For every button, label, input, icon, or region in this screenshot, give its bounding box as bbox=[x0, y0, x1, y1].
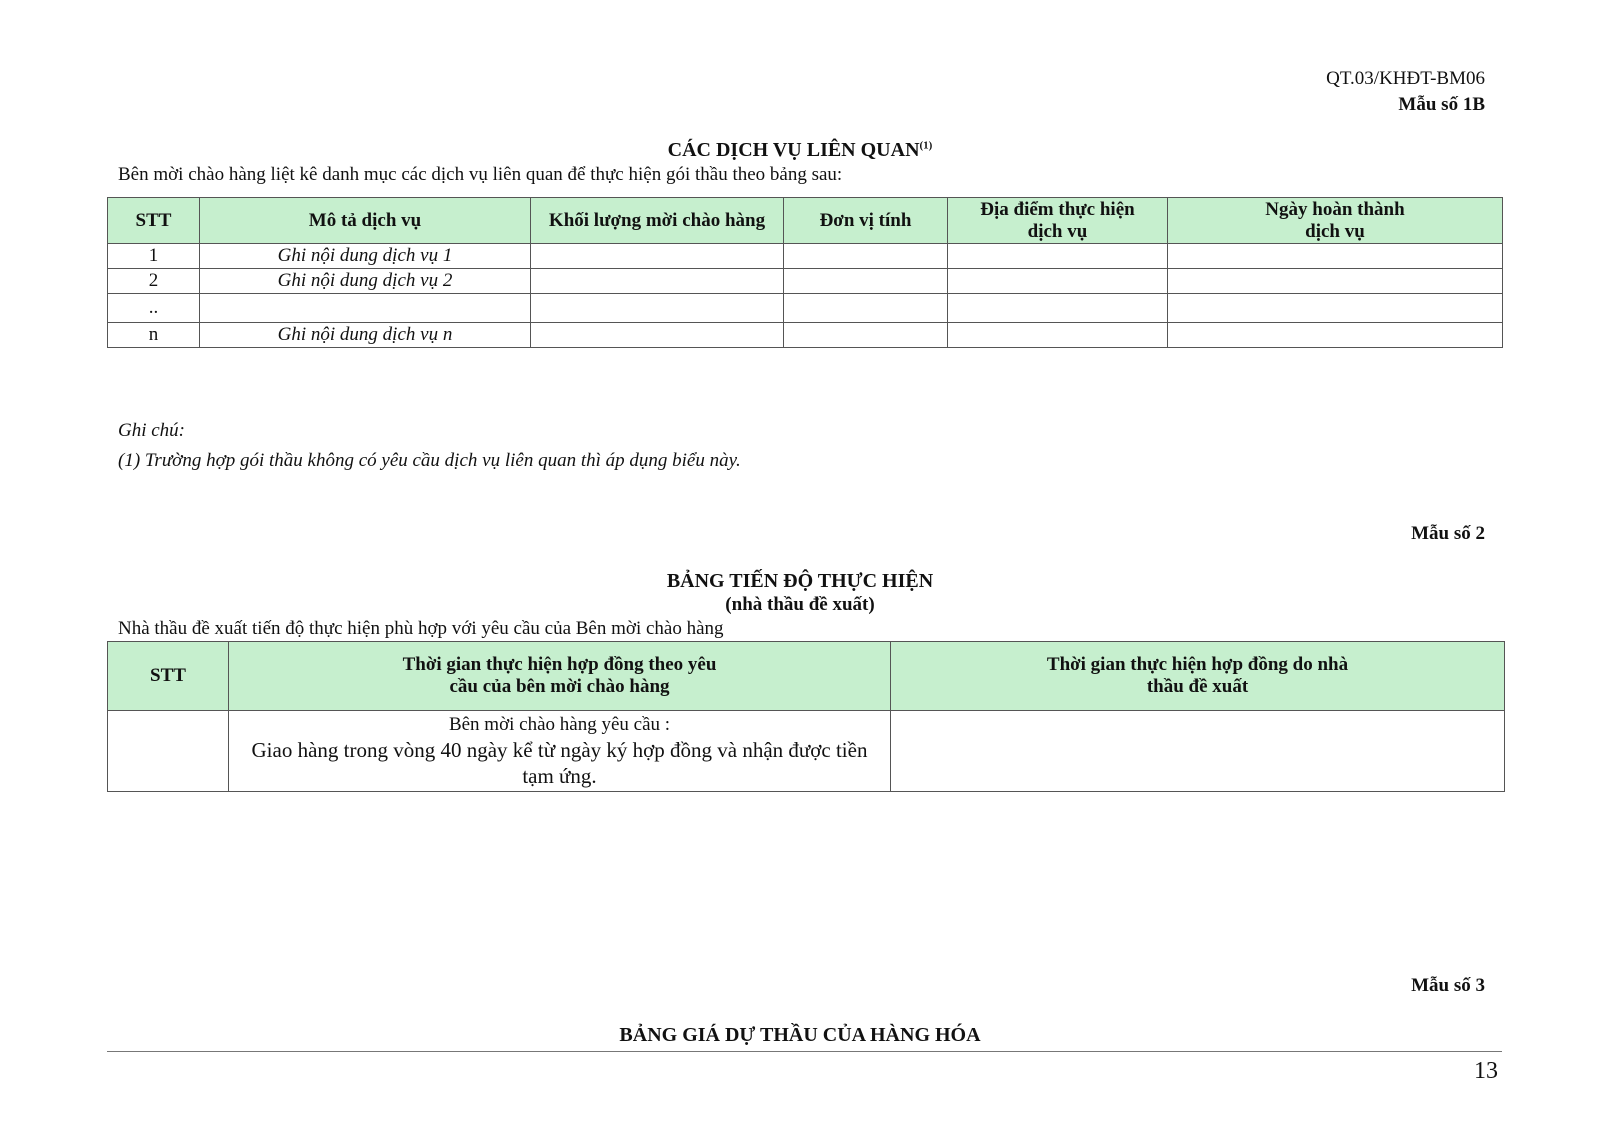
cell-completion-date bbox=[1168, 323, 1503, 348]
form-number-2: Mẫu số 2 bbox=[1411, 523, 1485, 544]
form-number-1b: Mẫu số 1B bbox=[1398, 94, 1485, 115]
cell-stt: 2 bbox=[108, 269, 200, 294]
header-completion-date bbox=[1168, 198, 1503, 244]
cell-completion-date bbox=[1168, 269, 1503, 294]
cell-location bbox=[948, 269, 1168, 294]
table-row bbox=[108, 244, 1503, 269]
cell-service-description: Ghi nội dung dịch vụ 2 bbox=[200, 269, 531, 294]
table-row bbox=[108, 323, 1503, 348]
cell-required-time bbox=[229, 711, 891, 792]
table-header-row bbox=[108, 198, 1503, 244]
cell-unit bbox=[784, 269, 948, 294]
header-service-description: Mô tả dịch vụ bbox=[200, 198, 531, 244]
header-location-text: Địa điểm thực hiện dịch vụ bbox=[980, 198, 1135, 242]
cell-stt: 1 bbox=[108, 244, 200, 269]
cell-unit bbox=[784, 294, 948, 323]
cell-location bbox=[948, 294, 1168, 323]
header-quantity: Khối lượng mời chào hàng bbox=[531, 198, 784, 244]
page-number: 13 bbox=[1474, 1058, 1498, 1084]
section-title-text: CÁC DỊCH VỤ LIÊN QUAN bbox=[667, 139, 920, 161]
section-title-related-services bbox=[0, 139, 1600, 162]
cell-service-description bbox=[200, 294, 531, 323]
cell-completion-date bbox=[1168, 294, 1503, 323]
cell-location bbox=[948, 244, 1168, 269]
related-services-table bbox=[107, 197, 1503, 348]
header-stt: STT bbox=[108, 642, 229, 711]
requirement-label: Bên mời chào hàng yêu cầu : bbox=[448, 714, 671, 735]
note-label: Ghi chú: bbox=[118, 420, 186, 441]
cell-completion-date bbox=[1168, 244, 1503, 269]
section-title-bid-price: BẢNG GIÁ DỰ THẦU CỦA HÀNG HÓA bbox=[619, 1024, 981, 1046]
section-subtitle-schedule: (nhà thầu đề xuất) bbox=[725, 594, 875, 615]
section-intro-text: Bên mời chào hàng liệt kê danh mục các dịch vụ liên quan để thực hiện gói thầu theo bảng sau: bbox=[118, 164, 843, 185]
schedule-table bbox=[107, 641, 1505, 792]
cell-proposed-time bbox=[891, 711, 1505, 792]
header-proposed-time bbox=[891, 642, 1505, 711]
header-completion-date-text: Ngày hoàn thành dịch vụ bbox=[1265, 198, 1405, 242]
table-header-row bbox=[108, 642, 1505, 711]
table-row bbox=[108, 269, 1503, 294]
cell-quantity bbox=[531, 269, 784, 294]
requirement-text: Giao hàng trong vòng 40 ngày kể từ ngày ký hợp đồng và nhận được tiền tạm ứng. bbox=[251, 738, 868, 788]
cell-service-description: Ghi nội dung dịch vụ 1 bbox=[200, 244, 531, 269]
cell-quantity bbox=[531, 294, 784, 323]
table-row bbox=[108, 711, 1505, 792]
cell-stt bbox=[108, 711, 229, 792]
cell-service-description: Ghi nội dung dịch vụ n bbox=[200, 323, 531, 348]
form-number-3: Mẫu số 3 bbox=[1411, 975, 1485, 996]
note-text: (1) Trường hợp gói thầu không có yêu cầu dịch vụ liên quan thì áp dụng biểu này. bbox=[118, 450, 741, 471]
header-stt: STT bbox=[108, 198, 200, 244]
document-code: QT.03/KHĐT-BM06 bbox=[1326, 68, 1485, 89]
header-proposed-time-text: Thời gian thực hiện hợp đồng do nhà thầu đề xuất bbox=[1046, 654, 1349, 697]
section-title-schedule: BẢNG TIẾN ĐỘ THỰC HIỆN bbox=[666, 570, 934, 592]
cell-location bbox=[948, 323, 1168, 348]
header-unit: Đơn vị tính bbox=[784, 198, 948, 244]
header-location bbox=[948, 198, 1168, 244]
header-required-time bbox=[229, 642, 891, 711]
section-intro-text: Nhà thầu đề xuất tiến độ thực hiện phù hợp với yêu cầu của Bên mời chào hàng bbox=[118, 618, 724, 639]
footer-divider bbox=[107, 1051, 1502, 1052]
cell-quantity bbox=[531, 244, 784, 269]
footnote-marker: (1) bbox=[919, 139, 933, 152]
cell-unit bbox=[784, 323, 948, 348]
cell-unit bbox=[784, 244, 948, 269]
cell-stt: .. bbox=[108, 294, 200, 323]
cell-stt: n bbox=[108, 323, 200, 348]
table-row bbox=[108, 294, 1503, 323]
header-required-time-text: Thời gian thực hiện hợp đồng theo yêu cầu của bên mời chào hàng bbox=[402, 654, 717, 697]
cell-quantity bbox=[531, 323, 784, 348]
